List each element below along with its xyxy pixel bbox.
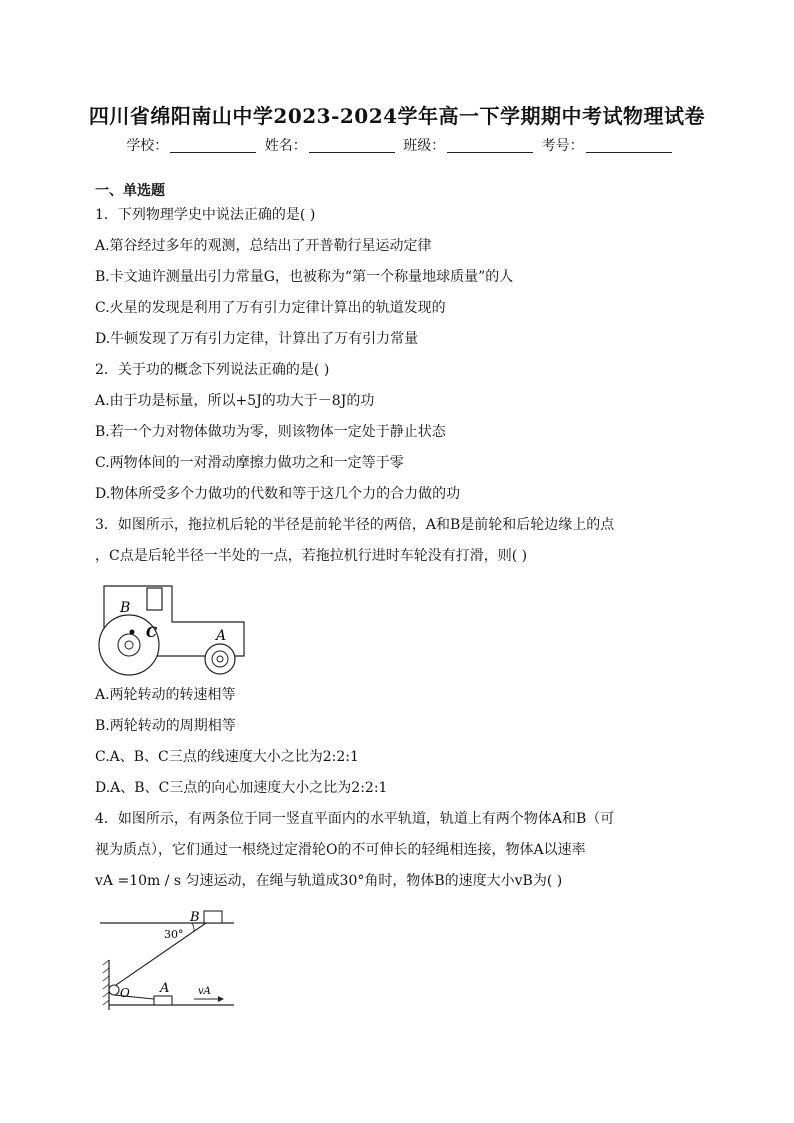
q2-option-b: B.若一个力对物体做功为零，则该物体一定处于静止状态: [95, 424, 446, 440]
school-blank[interactable]: [170, 138, 256, 153]
q2-option-c: C.两物体间的一对滑动摩擦力做功之和一定等于零: [95, 455, 404, 471]
tractor-window: [147, 588, 162, 610]
q4-stem-line2: 视为质点），它们通过一根绕过定滑轮O的不可伸长的轻绳相连接，物体A以速率: [95, 842, 586, 858]
q3-option-a: A.两轮转动的转速相等: [95, 687, 236, 703]
exam-number-blank[interactable]: [586, 138, 672, 153]
class-label: 班级：: [403, 138, 446, 154]
school-label: 学校：: [126, 138, 169, 154]
pulley: [109, 985, 119, 995]
label-a: A: [216, 628, 227, 644]
q3-option-d: D.A、B、C三点的向心加速度大小之比为2:2:1: [95, 780, 388, 796]
class-blank[interactable]: [447, 138, 533, 153]
label-o: O: [120, 986, 130, 1000]
section-heading: 一、单选题: [95, 183, 165, 199]
student-info-row: [0, 135, 794, 155]
q3-option-c: C.A、B、C三点的线速度大小之比为2:2:1: [95, 749, 359, 765]
q3-option-b: B.两轮转动的周期相等: [95, 718, 236, 734]
q1-option-d: D.牛顿发现了万有引力定律，计算出了万有引力常量: [95, 331, 419, 347]
name-label: 姓名：: [264, 138, 307, 154]
q3-stem-line1: 3．如图所示，拖拉机后轮的半径是前轮半径的两倍，A和B是前轮和后轮边缘上的点: [95, 517, 615, 533]
q3-stem-line2: ，C点是后轮半径一半处的一点，若拖拉机行进时车轮没有打滑，则( ): [95, 548, 528, 564]
point-c-dot: [130, 630, 135, 635]
label-va: vA: [198, 986, 211, 997]
label-b: B: [190, 910, 200, 925]
q2-option-d: D.物体所受多个力做功的代数和等于这几个力的合力做的功: [95, 486, 461, 502]
q2-stem: 2．关于功的概念下列说法正确的是( ): [95, 362, 330, 378]
pulley-figure: [94, 905, 239, 1015]
q1-option-a: A.第谷经过多年的观测，总结出了开普勒行星运动定律: [95, 238, 432, 254]
q1-option-c: C.火星的发现是利用了万有引力定律计算出的轨道发现的: [95, 300, 446, 316]
tractor-figure: [94, 578, 254, 678]
rope-to-b: [116, 923, 206, 985]
exam-number-label: 考号：: [541, 138, 584, 154]
rear-wheel: [99, 615, 159, 675]
name-blank[interactable]: [309, 138, 395, 153]
label-c: C: [146, 625, 158, 641]
q4-stem-line3: vA =10m / s 匀速运动，在绳与轨道成30°角时，物体B的速度大小vB为( ): [95, 873, 563, 889]
exam-title: 四川省绵阳南山中学2023-2024学年高一下学期期中考试物理试卷: [88, 104, 706, 128]
block-a: [154, 996, 172, 1005]
q1-option-b: B.卡文迪许测量出引力常量G，也被称为“第一个称量地球质量”的人: [95, 269, 514, 285]
velocity-arrowhead: [218, 996, 224, 1002]
block-b: [204, 911, 222, 923]
front-wheel: [205, 644, 235, 674]
q1-stem: 1．下列物理学史中说法正确的是( ): [95, 207, 316, 223]
label-a: A: [160, 981, 170, 996]
q4-stem-line1: 4．如图所示，有两条位于同一竖直平面内的水平轨道，轨道上有两个物体A和B（可: [95, 811, 615, 827]
label-b: B: [120, 600, 131, 616]
wall-hatch: [103, 960, 109, 1005]
q2-option-a: A.由于功是标量，所以+5J的功大于－8J的功: [95, 393, 375, 409]
label-angle: 30°: [164, 928, 184, 941]
